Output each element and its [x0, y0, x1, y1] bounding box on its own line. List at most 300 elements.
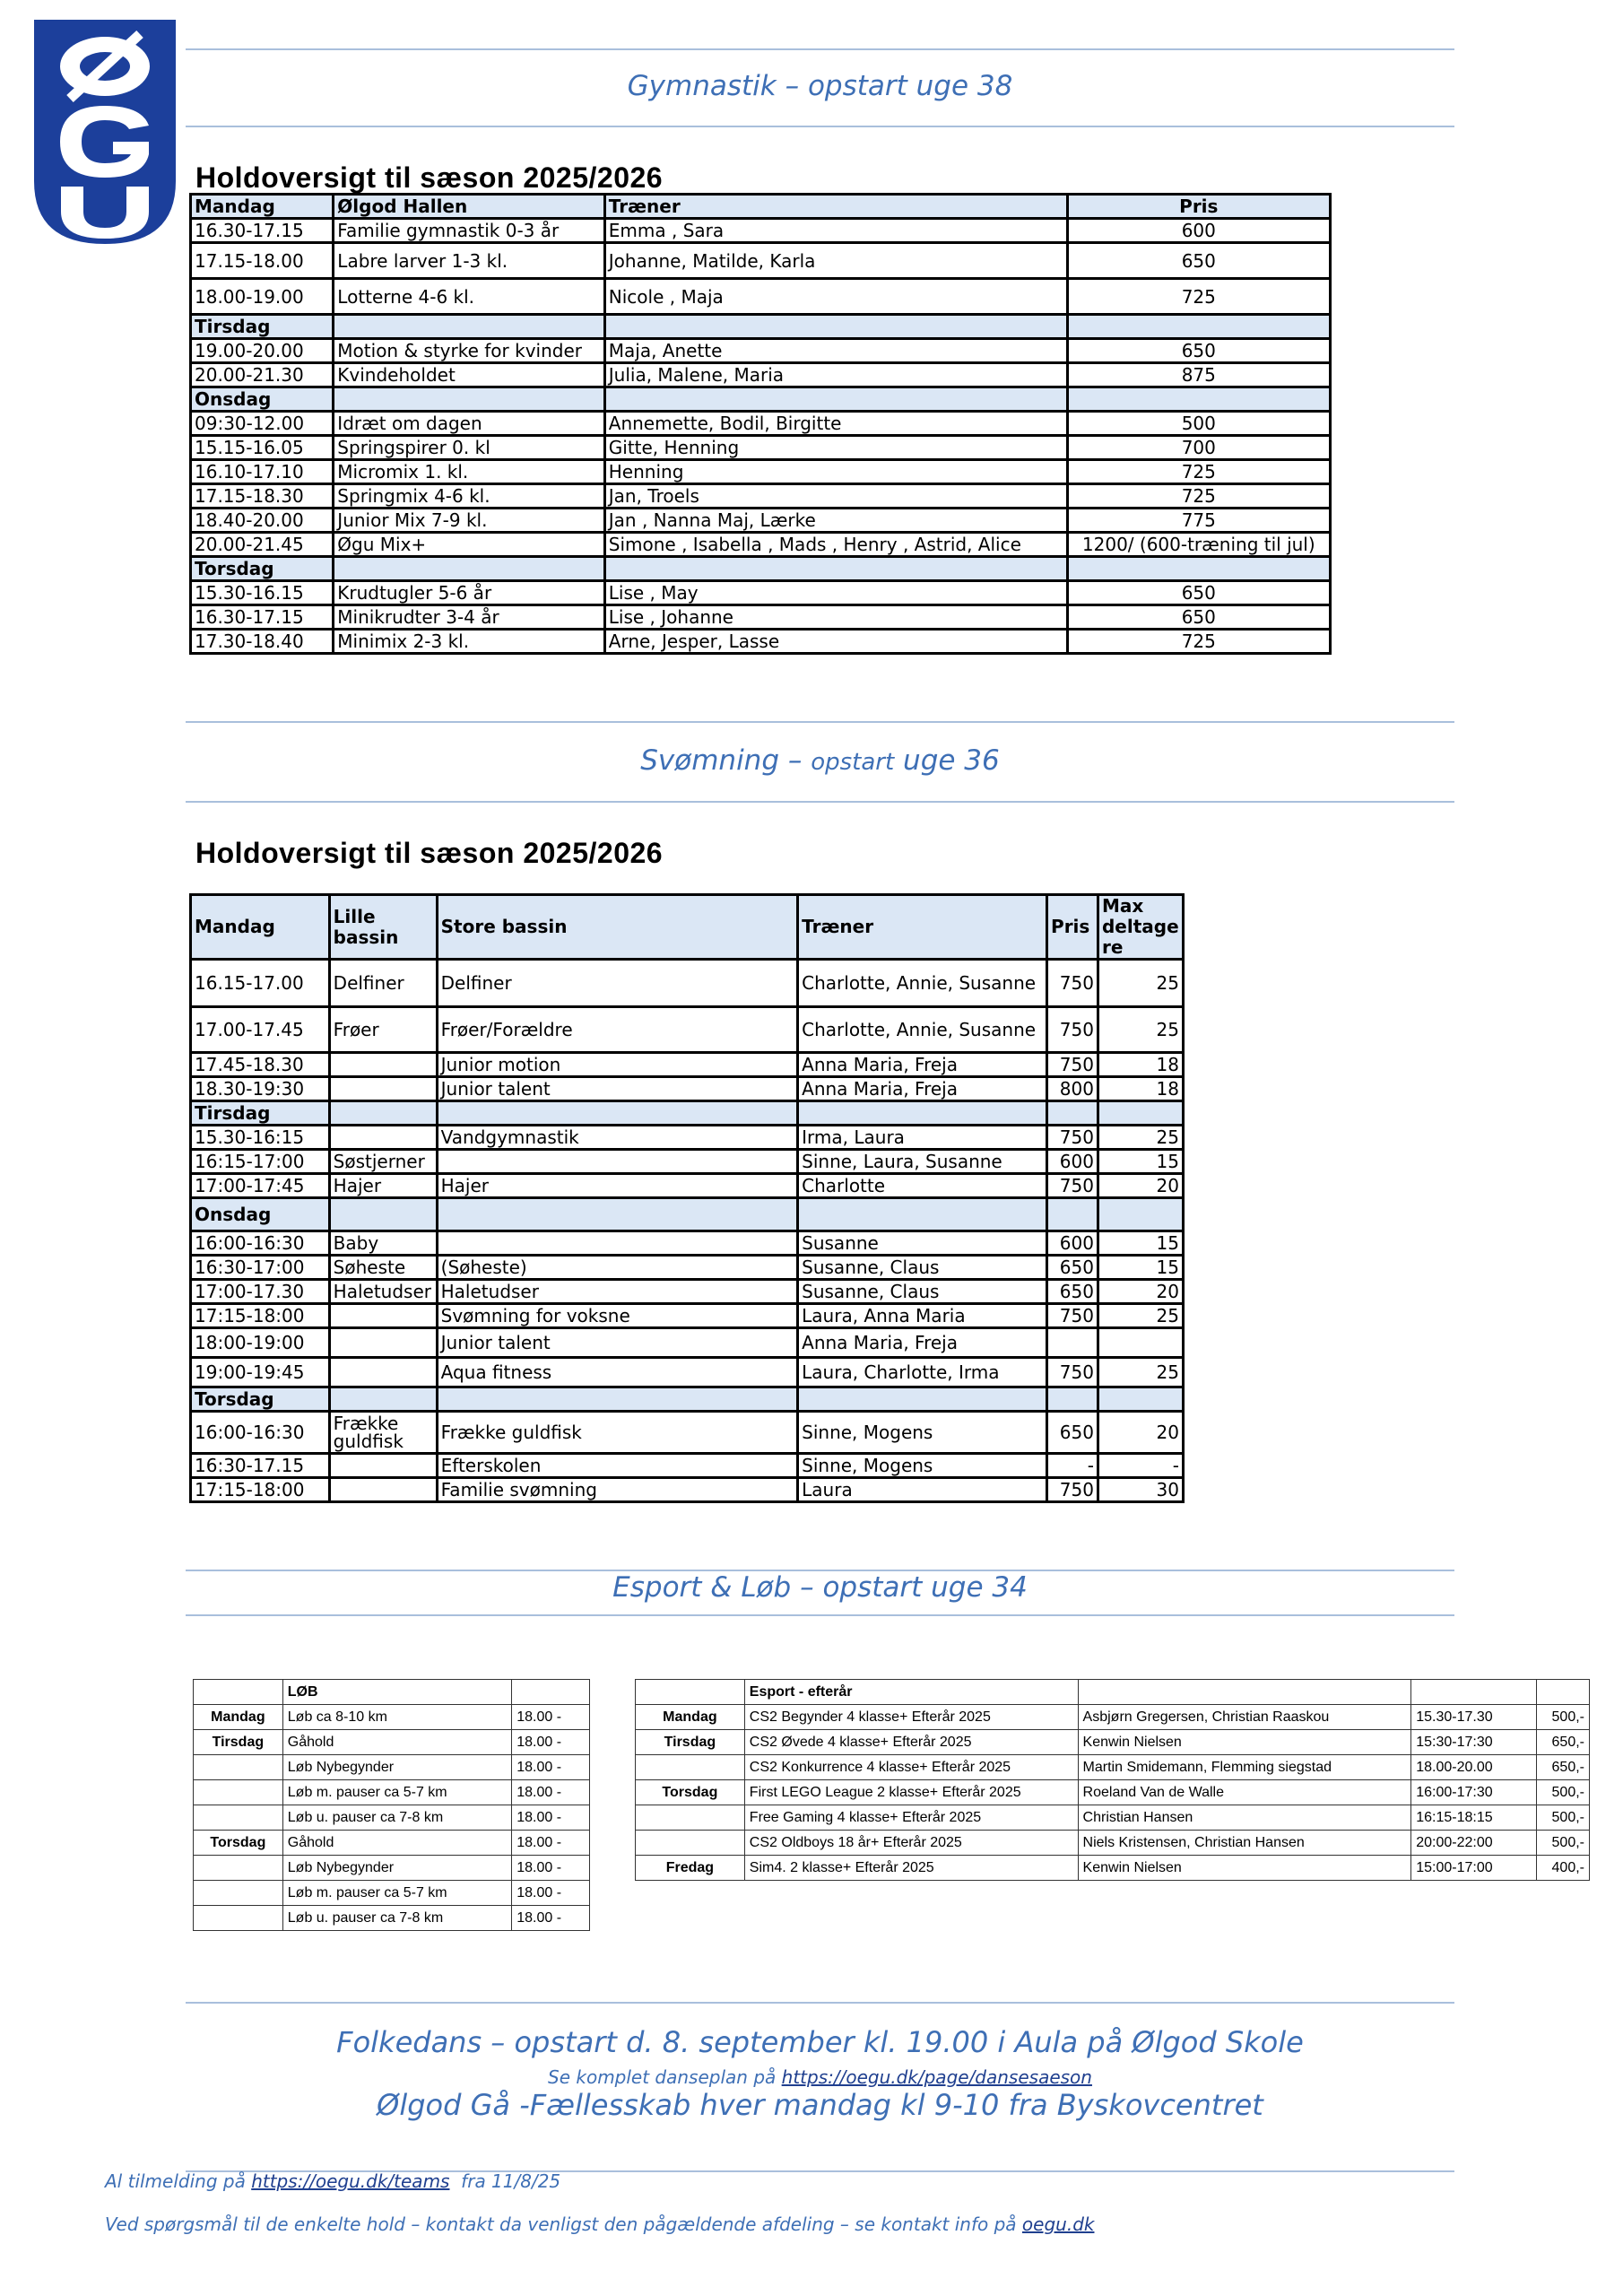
table-cell: 17:15-18:00 — [191, 1304, 330, 1328]
table-cell: Laura, Charlotte, Irma — [798, 1358, 1047, 1387]
table-cell: 800 — [1047, 1077, 1098, 1101]
table-cell: 500,- — [1537, 1780, 1590, 1805]
table-cell: 19:00-19:45 — [191, 1358, 330, 1387]
table-cell: Tirsdag — [191, 1101, 330, 1126]
table-cell — [798, 1387, 1047, 1412]
table-cell — [604, 315, 1067, 339]
table-cell: 875 — [1067, 363, 1330, 387]
table-row — [191, 1256, 1184, 1280]
table-cell: 650 — [1047, 1412, 1098, 1454]
table-cell: Lise , Johanne — [604, 605, 1067, 630]
table-row — [194, 1856, 590, 1881]
gymnastik-heading: Gymnastik – opstart uge 38 — [627, 70, 1013, 102]
table-cell: First LEGO League 2 klasse+ Efterår 2025 — [744, 1780, 1078, 1805]
table-cell: Charlotte — [798, 1174, 1047, 1198]
table-cell: 18.00 - — [512, 1755, 590, 1780]
table-cell: 1200/ (600-træning til jul) — [1067, 533, 1330, 557]
table-cell: 18 — [1098, 1053, 1183, 1077]
table-cell: Esport - efterår — [744, 1680, 1078, 1705]
table-cell: 18.00-19.00 — [191, 279, 334, 315]
table-cell: Svømning for voksne — [437, 1304, 798, 1328]
header-row — [636, 1680, 1590, 1705]
table-cell: 20.00-21.45 — [191, 533, 334, 557]
table-row — [191, 1478, 1184, 1502]
table-cell — [1047, 1328, 1098, 1358]
table-cell: Fredag — [636, 1856, 745, 1881]
table-cell — [1098, 1198, 1183, 1231]
header-row — [191, 895, 1184, 960]
table-cell: 20 — [1098, 1280, 1183, 1304]
table-cell: Laura, Anna Maria — [798, 1304, 1047, 1328]
table-row — [191, 960, 1184, 1007]
table-cell — [329, 1101, 437, 1126]
table-cell: Søstjerner — [329, 1150, 437, 1174]
table-cell — [437, 1101, 798, 1126]
table-row — [191, 436, 1331, 460]
table-cell — [194, 1805, 283, 1831]
table-cell: 725 — [1067, 279, 1330, 315]
table-row — [636, 1805, 1590, 1831]
table-cell: Mandag — [191, 195, 334, 219]
table-cell: Frøer/Forældre — [437, 1007, 798, 1053]
table-cell: 19.00-20.00 — [191, 339, 334, 363]
table-cell — [329, 1387, 437, 1412]
table-cell: Krudtugler 5-6 år — [334, 581, 604, 605]
table-row — [636, 1705, 1590, 1730]
table-row — [194, 1780, 590, 1805]
table-cell — [798, 1198, 1047, 1231]
table-cell: Sinne, Mogens — [798, 1412, 1047, 1454]
table-cell: 15 — [1098, 1231, 1183, 1256]
table-cell: 20 — [1098, 1412, 1183, 1454]
table-cell — [636, 1805, 745, 1831]
table-cell: Susanne, Claus — [798, 1256, 1047, 1280]
table-cell — [1098, 1101, 1183, 1126]
table-cell: (Søheste) — [437, 1256, 798, 1280]
table-cell: 16:15-18:15 — [1411, 1805, 1537, 1831]
table-cell: Træner — [798, 895, 1047, 960]
table-cell: Løb u. pauser ca 7-8 km — [282, 1805, 511, 1831]
table-row — [191, 1412, 1184, 1454]
table-cell: Labre larver 1-3 kl. — [334, 243, 604, 279]
table-cell: 750 — [1047, 960, 1098, 1007]
table-row — [191, 581, 1331, 605]
table-cell: Free Gaming 4 klasse+ Efterår 2025 — [744, 1805, 1078, 1831]
table-cell: Springspirer 0. kl — [334, 436, 604, 460]
table-cell: 18.00 - — [512, 1705, 590, 1730]
table-cell: Kenwin Nielsen — [1078, 1730, 1411, 1755]
table-row — [191, 1231, 1184, 1256]
table-row — [636, 1780, 1590, 1805]
table-row — [191, 279, 1331, 315]
table-cell: 20:00-22:00 — [1411, 1831, 1537, 1856]
table-cell: 25 — [1098, 1358, 1183, 1387]
table-cell: 17.15-18.00 — [191, 243, 334, 279]
table-row — [191, 412, 1331, 436]
day-row — [191, 1387, 1184, 1412]
table-row — [191, 630, 1331, 654]
table-cell: Minikrudter 3-4 år — [334, 605, 604, 630]
table-cell — [1411, 1680, 1537, 1705]
svomning-heading-part: uge 36 — [894, 744, 1000, 777]
table-cell: 750 — [1047, 1007, 1098, 1053]
table-cell: Junior Mix 7-9 kl. — [334, 509, 604, 533]
table-cell: 16:00-16:30 — [191, 1412, 330, 1454]
teams-link[interactable]: https://oegu.dk/teams — [251, 2170, 450, 2192]
table-cell: Simone , Isabella , Mads , Henry , Astrid, Alice — [604, 533, 1067, 557]
table-cell — [329, 1454, 437, 1478]
table-cell: Mandag — [636, 1705, 745, 1730]
table-row — [194, 1831, 590, 1856]
table-cell: 500,- — [1537, 1705, 1590, 1730]
table-cell — [334, 315, 604, 339]
table-cell: Tirsdag — [194, 1730, 283, 1755]
table-cell: Motion & styrke for kvinder — [334, 339, 604, 363]
table-cell: Junior talent — [437, 1077, 798, 1101]
table-cell: Gitte, Henning — [604, 436, 1067, 460]
table-cell: 15.30-16.15 — [191, 581, 334, 605]
table-cell — [329, 1053, 437, 1077]
table-cell: 16.10-17.10 — [191, 460, 334, 484]
table-cell: Gåhold — [282, 1730, 511, 1755]
table-cell: 17.15-18.30 — [191, 484, 334, 509]
table-cell — [437, 1231, 798, 1256]
table-cell: 16.30-17.15 — [191, 219, 334, 243]
table-cell: 15.30-16:15 — [191, 1126, 330, 1150]
table-cell: 17.00-17.45 — [191, 1007, 330, 1053]
table-cell: 15:00-17:00 — [1411, 1856, 1537, 1881]
table-cell: Anna Maria, Freja — [798, 1077, 1047, 1101]
table-cell: Aqua fitness — [437, 1358, 798, 1387]
table-cell: Sim4. 2 klasse+ Efterår 2025 — [744, 1856, 1078, 1881]
table-cell — [1537, 1680, 1590, 1705]
table-cell: Familie gymnastik 0-3 år — [334, 219, 604, 243]
table-cell: 650 — [1047, 1256, 1098, 1280]
table-cell — [194, 1881, 283, 1906]
table-cell: Idræt om dagen — [334, 412, 604, 436]
table-row — [191, 1174, 1184, 1198]
table-cell: 18.00 - — [512, 1730, 590, 1755]
table-row — [191, 605, 1331, 630]
table-cell — [329, 1077, 437, 1101]
table-cell: 15.30-17.30 — [1411, 1705, 1537, 1730]
table-cell: Mandag — [194, 1705, 283, 1730]
table-cell: 18.00 - — [512, 1906, 590, 1931]
table-cell: Maja, Anette — [604, 339, 1067, 363]
table-cell: 16:30-17:00 — [191, 1256, 330, 1280]
table-cell: 25 — [1098, 1007, 1183, 1053]
table-cell — [194, 1780, 283, 1805]
esport-table — [635, 1679, 1590, 1881]
table-cell: Pris — [1047, 895, 1098, 960]
table-cell — [1067, 557, 1330, 581]
table-cell: 17:00-17:45 — [191, 1174, 330, 1198]
table-cell: Løb m. pauser ca 5-7 km — [282, 1780, 511, 1805]
esport-lob-heading: Esport & Løb – opstart uge 34 — [612, 1571, 1028, 1604]
danseplan-link[interactable]: https://oegu.dk/page/dansesaeson — [781, 2066, 1092, 2088]
table-cell: Delfiner — [329, 960, 437, 1007]
table-row — [194, 1755, 590, 1780]
svomning-heading-part: Svømning – — [640, 744, 812, 777]
table-cell: Onsdag — [191, 387, 334, 412]
day-row — [191, 315, 1331, 339]
table-cell: Jan, Troels — [604, 484, 1067, 509]
table-cell: 20 — [1098, 1174, 1183, 1198]
table-cell: 15 — [1098, 1150, 1183, 1174]
table-cell: Anna Maria, Freja — [798, 1053, 1047, 1077]
table-row — [191, 1280, 1184, 1304]
table-cell: Søheste — [329, 1256, 437, 1280]
table-cell: 725 — [1067, 460, 1330, 484]
table-cell: Haletudser — [329, 1280, 437, 1304]
table-row — [191, 1077, 1184, 1101]
table-row — [194, 1805, 590, 1831]
table-cell: Springmix 4-6 kl. — [334, 484, 604, 509]
table-cell: Frække guldfisk — [329, 1412, 437, 1454]
table-cell — [604, 557, 1067, 581]
table-cell: Max deltage re — [1098, 895, 1183, 960]
table-cell: 775 — [1067, 509, 1330, 533]
table-row — [191, 1007, 1184, 1053]
table-cell — [1047, 1101, 1098, 1126]
table-cell — [1047, 1387, 1098, 1412]
table-row — [191, 484, 1331, 509]
table-cell: 650 — [1067, 605, 1330, 630]
table-cell — [437, 1150, 798, 1174]
table-cell: Løb u. pauser ca 7-8 km — [282, 1906, 511, 1931]
table-cell: 750 — [1047, 1304, 1098, 1328]
divider-line — [186, 1614, 1454, 1616]
table-cell: 16:15-17:00 — [191, 1150, 330, 1174]
divider-line — [186, 2002, 1454, 2004]
table-cell: 30 — [1098, 1478, 1183, 1502]
svomning-subtitle: Holdoversigt til sæson 2025/2026 — [195, 837, 664, 869]
table-cell: Mandag — [191, 895, 330, 960]
table-row — [191, 1358, 1184, 1387]
table-row — [194, 1906, 590, 1931]
table-cell: Junior talent — [437, 1328, 798, 1358]
table-cell: - — [1098, 1454, 1183, 1478]
table-cell — [437, 1387, 798, 1412]
table-cell: 16:30-17.15 — [191, 1454, 330, 1478]
table-cell — [329, 1478, 437, 1502]
table-cell: Charlotte, Annie, Susanne — [798, 1007, 1047, 1053]
table-row — [194, 1881, 590, 1906]
table-cell: Irma, Laura — [798, 1126, 1047, 1150]
day-row — [191, 557, 1331, 581]
table-cell — [329, 1126, 437, 1150]
table-cell: 25 — [1098, 1126, 1183, 1150]
table-cell: Arne, Jesper, Lasse — [604, 630, 1067, 654]
table-cell: Martin Smidemann, Flemming siegstad — [1078, 1755, 1411, 1780]
table-row — [191, 363, 1331, 387]
contact-prefix: Ved spørgsmål til de enkelte hold – kontakt da venligst den pågældende afdeling – se kontakt info på — [105, 2213, 1022, 2235]
contact-link[interactable]: oegu.dk — [1021, 2213, 1095, 2235]
table-row — [194, 1705, 590, 1730]
table-cell: 650,- — [1537, 1730, 1590, 1755]
contact-note — [105, 2213, 1094, 2235]
table-cell: 650,- — [1537, 1755, 1590, 1780]
table-row — [636, 1831, 1590, 1856]
table-cell: Kenwin Nielsen — [1078, 1856, 1411, 1881]
table-cell: Roeland Van de Walle — [1078, 1780, 1411, 1805]
table-cell: 500,- — [1537, 1831, 1590, 1856]
table-row — [191, 339, 1331, 363]
table-row — [636, 1755, 1590, 1780]
table-cell: 18.00 - — [512, 1881, 590, 1906]
table-cell: 16.15-17.00 — [191, 960, 330, 1007]
day-row — [191, 1101, 1184, 1126]
table-row — [636, 1856, 1590, 1881]
table-cell: 18.00 - — [512, 1831, 590, 1856]
table-cell: Træner — [604, 195, 1067, 219]
table-cell: 09:30-12.00 — [191, 412, 334, 436]
table-cell: Jan , Nanna Maj, Lærke — [604, 509, 1067, 533]
table-cell: Henning — [604, 460, 1067, 484]
table-cell: Gåhold — [282, 1831, 511, 1856]
table-cell: Torsdag — [636, 1780, 745, 1805]
table-cell: Vandgymnastik — [437, 1126, 798, 1150]
table-cell — [437, 1198, 798, 1231]
table-cell — [604, 387, 1067, 412]
table-cell: Niels Kristensen, Christian Hansen — [1078, 1831, 1411, 1856]
day-row — [191, 387, 1331, 412]
table-cell: 18.00 - — [512, 1780, 590, 1805]
table-cell: Lille bassin — [329, 895, 437, 960]
table-cell — [194, 1856, 283, 1881]
registration-suffix: fra 11/8/25 — [449, 2170, 561, 2192]
lob-table — [193, 1679, 590, 1931]
table-cell — [329, 1358, 437, 1387]
gymnastik-table — [189, 193, 1332, 655]
table-row — [636, 1730, 1590, 1755]
table-row — [191, 1150, 1184, 1174]
table-cell — [194, 1755, 283, 1780]
table-cell: Emma , Sara — [604, 219, 1067, 243]
olgod-ga-heading: Ølgod Gå -Fællesskab hver mandag kl 9-10 fra Byskovcentret — [377, 2088, 1263, 2122]
table-cell: 650 — [1067, 581, 1330, 605]
table-cell: 600 — [1047, 1150, 1098, 1174]
table-cell: 400,- — [1537, 1856, 1590, 1881]
table-cell — [329, 1304, 437, 1328]
table-cell: Micromix 1. kl. — [334, 460, 604, 484]
table-cell — [334, 387, 604, 412]
table-cell: 15:30-17:30 — [1411, 1730, 1537, 1755]
table-cell: 18.00 - — [512, 1805, 590, 1831]
table-cell — [1078, 1680, 1411, 1705]
table-cell: 750 — [1047, 1174, 1098, 1198]
table-cell: Baby — [329, 1231, 437, 1256]
table-cell — [194, 1680, 283, 1705]
table-cell: 18.30-19:30 — [191, 1077, 330, 1101]
table-cell: 725 — [1067, 484, 1330, 509]
table-row — [191, 219, 1331, 243]
table-row — [191, 509, 1331, 533]
table-cell: Hajer — [437, 1174, 798, 1198]
table-cell: Minimix 2-3 kl. — [334, 630, 604, 654]
table-cell: Ølgod Hallen — [334, 195, 604, 219]
table-cell: Laura — [798, 1478, 1047, 1502]
table-cell: Øgu Mix+ — [334, 533, 604, 557]
table-cell: CS2 Konkurrence 4 klasse+ Efterår 2025 — [744, 1755, 1078, 1780]
table-cell: 650 — [1067, 339, 1330, 363]
table-cell: CS2 Begynder 4 klasse+ Efterår 2025 — [744, 1705, 1078, 1730]
table-cell: Torsdag — [194, 1831, 283, 1856]
table-cell — [329, 1328, 437, 1358]
header-row — [191, 195, 1331, 219]
registration-note — [105, 2170, 560, 2192]
table-cell: 750 — [1047, 1053, 1098, 1077]
svomning-heading-part: opstart — [811, 749, 895, 776]
table-cell: 750 — [1047, 1358, 1098, 1387]
table-cell: Johanne, Matilde, Karla — [604, 243, 1067, 279]
table-cell: 700 — [1067, 436, 1330, 460]
table-row — [191, 460, 1331, 484]
table-cell: 18 — [1098, 1077, 1183, 1101]
table-cell — [636, 1831, 745, 1856]
table-row — [191, 1126, 1184, 1150]
club-logo — [34, 20, 176, 244]
table-cell: Junior motion — [437, 1053, 798, 1077]
header-row — [194, 1680, 590, 1705]
table-cell — [1047, 1198, 1098, 1231]
divider-line — [186, 801, 1454, 803]
table-cell: CS2 Øvede 4 klasse+ Efterår 2025 — [744, 1730, 1078, 1755]
table-cell: CS2 Oldboys 18 år+ Efterår 2025 — [744, 1831, 1078, 1856]
table-cell: Familie svømning — [437, 1478, 798, 1502]
table-cell — [636, 1680, 745, 1705]
table-row — [191, 1328, 1184, 1358]
svomning-table — [189, 893, 1185, 1503]
table-cell: Tirsdag — [191, 315, 334, 339]
table-cell: Torsdag — [191, 1387, 330, 1412]
table-row — [191, 1454, 1184, 1478]
table-cell: Nicole , Maja — [604, 279, 1067, 315]
table-cell: Løb ca 8-10 km — [282, 1705, 511, 1730]
table-cell: Haletudser — [437, 1280, 798, 1304]
table-cell: Løb Nybegynder — [282, 1755, 511, 1780]
table-cell: Store bassin — [437, 895, 798, 960]
table-cell: Julia, Malene, Maria — [604, 363, 1067, 387]
table-cell: Løb m. pauser ca 5-7 km — [282, 1881, 511, 1906]
table-cell: 17.45-18.30 — [191, 1053, 330, 1077]
table-cell: 725 — [1067, 630, 1330, 654]
table-row — [191, 243, 1331, 279]
divider-line — [186, 721, 1454, 723]
table-cell: 16:00-17:30 — [1411, 1780, 1537, 1805]
table-cell: 16:00-16:30 — [191, 1231, 330, 1256]
table-cell: Anna Maria, Freja — [798, 1328, 1047, 1358]
table-row — [191, 1304, 1184, 1328]
table-cell: Annemette, Bodil, Birgitte — [604, 412, 1067, 436]
table-cell: 650 — [1067, 243, 1330, 279]
svomning-heading — [186, 744, 1454, 777]
table-cell: 15.15-16.05 — [191, 436, 334, 460]
table-cell: 600 — [1067, 219, 1330, 243]
table-cell: - — [1047, 1454, 1098, 1478]
table-cell: Tirsdag — [636, 1730, 745, 1755]
table-row — [191, 1053, 1184, 1077]
table-cell: 15 — [1098, 1256, 1183, 1280]
table-cell: Sinne, Laura, Susanne — [798, 1150, 1047, 1174]
table-cell: Pris — [1067, 195, 1330, 219]
table-cell — [194, 1906, 283, 1931]
folkedans-heading: Folkedans – opstart d. 8. september kl. 19.00 i Aula på Ølgod Skole — [336, 2025, 1304, 2059]
table-cell: Sinne, Mogens — [798, 1454, 1047, 1478]
table-cell — [512, 1680, 590, 1705]
table-cell: 18.00-20.00 — [1411, 1755, 1537, 1780]
table-cell: Frøer — [329, 1007, 437, 1053]
